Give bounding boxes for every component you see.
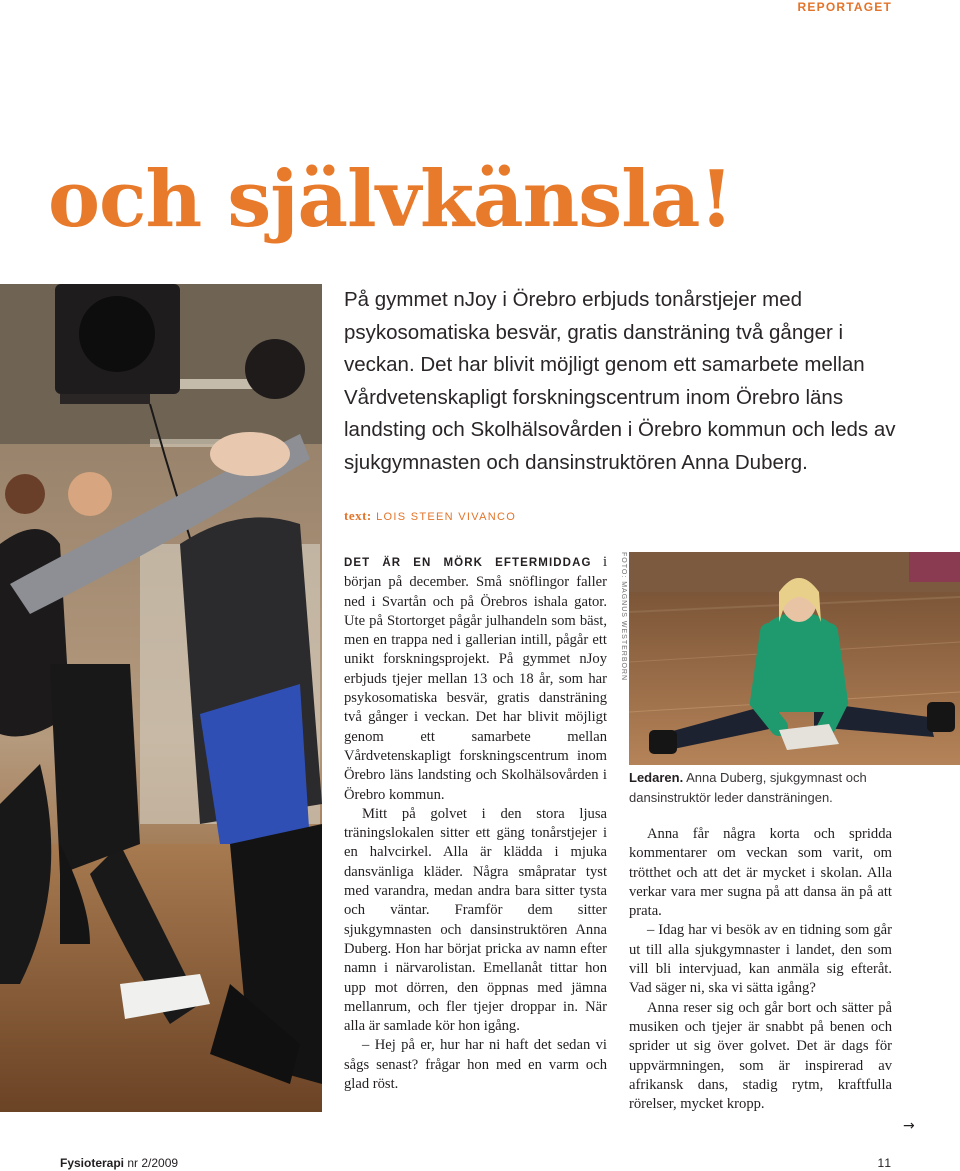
body-paragraph: Anna får några korta och spridda kommentarer om veckan som varit, om trötthet och att det är mycket i skolan. Alla verkar vara mer sugna på att dansa än på att prata.	[629, 826, 892, 920]
page-number: 11	[877, 1156, 892, 1170]
body-column-1	[344, 553, 607, 1094]
footer-publication	[60, 1156, 178, 1170]
runin-text: DET ÄR EN MÖRK EFTERMIDDAG	[344, 557, 592, 569]
photo-instructor-illustration	[629, 552, 960, 765]
section-label: REPORTAGET	[797, 0, 892, 14]
photo-instructor	[629, 552, 960, 765]
body-paragraph: – Idag har vi besök av en tidning som går ut till alla sjukgymnaster i landet, den som vill bli intervjuad, kan anmäla sig efteråt. Vad säger ni, ska vi sätta igång?	[629, 922, 892, 997]
body-text: i början på december. Små snöflingor faller ned i Svartån och på Örebros ishala gator. Ute på Stortorget pågår julhandeln som bäst, men en trappa ned i gallerian intill, pågår ett unikt forskningsprojekt. På gymmet nJoy erbjuds tjejer mellan 13 och 18 år, som har psykosomatiska besvär, gratis dansträning två gånger i veckan. Det har blivit möjligt genom ett samarbete mellan Vårdvetenskapligt forskningscentrum inom Örebro läns landsting och Skolhälsovården i Örebro kommun.	[344, 554, 608, 803]
photo-credit: FOTO: MAGNUS WESTERBORN	[620, 552, 627, 682]
headline: och självkänsla!	[48, 154, 733, 245]
photo-dancers-illustration	[0, 284, 322, 1112]
photo-dancers	[0, 284, 322, 1112]
photo-caption	[629, 768, 909, 808]
lead-paragraph: På gymmet nJoy i Örebro erbjuds tonårstjejer med psykosomatiska besvär, gratis dansträning två gånger i veckan. Det har blivit möjligt genom ett samarbete mellan Vårdvetenskapligt forskningscentrum inom Örebro läns landsting och Skolhälsovården i Örebro kommun och leds av sjukgymnasten och dansinstruktören Anna Duberg.	[344, 288, 896, 474]
caption-key: Ledaren.	[629, 770, 684, 785]
continue-arrow-icon: →	[903, 1118, 915, 1134]
body-paragraph: Anna reser sig och går bort och sätter på musiken och tjejer är snabbt på benen och sprider ut sig över golvet. Det är dags för uppvärmningen, som är inspirerad av afrikansk dans, stadig rytm, kraftfulla rörelser, mycket kropp.	[629, 999, 892, 1113]
body-paragraph: – Hej på er, hur har ni haft det sedan vi sågs senast? frågar hon med en varm och glad röst.	[344, 1037, 607, 1093]
body-paragraph	[344, 553, 607, 805]
body-column-2	[629, 825, 892, 1114]
caption-text: Anna Duberg, sjukgymnast och dansinstruktör leder dansträningen.	[629, 770, 867, 805]
byline	[344, 508, 516, 524]
byline-author: LOIS STEEN VIVANCO	[376, 511, 517, 523]
byline-label: text:	[344, 508, 372, 523]
magazine-name: Fysioterapi	[60, 1156, 125, 1170]
body-paragraph: Mitt på golvet i den stora ljusa träningslokalen sitter ett gäng tonårstjejer i en halvcirkel. Alla är klädda i mjuka dansvänliga kläder. Några småpratar tyst med varandra, medan andra bara sitter tysta och väntar. Framför dem sitter sjukgymnasten och dansinstruktören Anna Duberg. Hon har börjat pricka av namn efter namn i närvarolistan. Emellanåt tittar hon upp mot dörren, den öppnas med jämna mellanrum, och fler tjejer droppar in. När alla är samlade kör hon igång.	[344, 805, 607, 1035]
issue-number: nr 2/2009	[124, 1156, 179, 1170]
